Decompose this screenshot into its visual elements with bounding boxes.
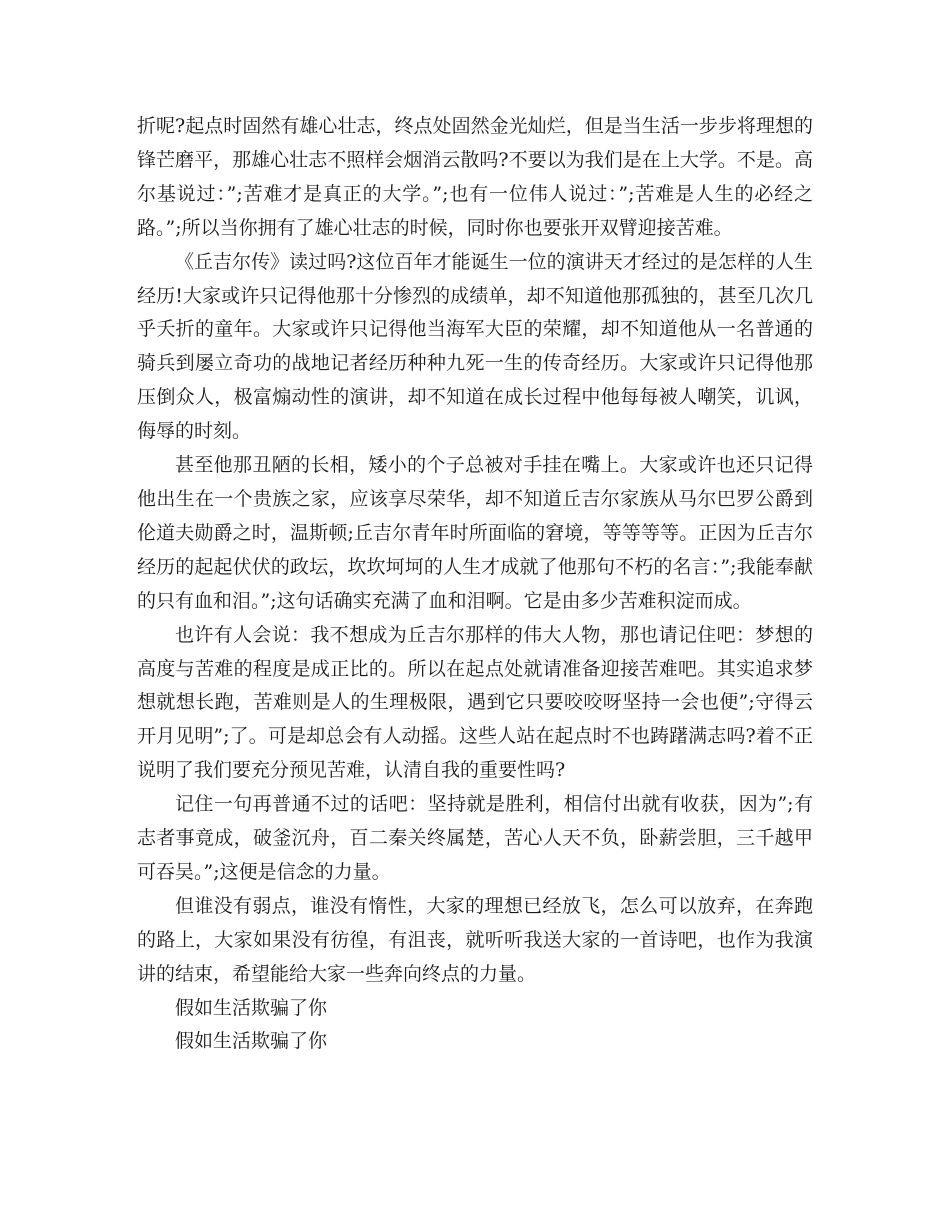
poem-line-2: 假如生活欺骗了你 xyxy=(175,1030,328,1053)
paragraph-3: 甚至他那丑陋的长相，矮小的个子总被对手挂在嘴上。大家或许也还只记得他出生在一个贵族之家，应该享尽荣华，却不知道丘吉尔家族从马尔巴罗公爵到伦道夫勋爵之时，温斯顿;丘吉尔青年时所面临的窘境，等等等等。正因为丘吉尔经历的起起伏伏的政坛，坎坎坷坷的人生才成就了他那句不朽的名言：”;我能奉献的只有血和泪。”;这句话确实充满了血和泪啊。它是由多少苦难积淀而成。 xyxy=(137,454,813,612)
paragraph-1: 折呢?起点时固然有雄心壮志，终点处固然金光灿烂，但是当生活一步步将理想的锋芒磨平，那雄心壮志不照样会烟消云散吗?不要以为我们是在上大学。不是。高尔基说过：”;苦难才是真正的大学。”;也有一位伟人说过：”;苦难是人生的必经之路。”;所以当你拥有了雄心壮志的时候，同时你也要张开双臂迎接苦难。 xyxy=(137,115,813,239)
paragraph-6: 但谁没有弱点，谁没有惰性，大家的理想已经放飞，怎么可以放弃，在奔跑的路上，大家如果没有彷徨，有沮丧，就听听我送大家的一首诗吧，也作为我演讲的结束，希望能给大家一些奔向终点的力量。 xyxy=(137,894,813,985)
paragraph-5: 记住一句再普通不过的话吧：坚持就是胜利，相信付出就有收获，因为”;有志者事竟成，破釜沉舟，百二秦关终属楚，苦心人天不负，卧薪尝胆，三千越甲可吞吴。”;这便是信念的力量。 xyxy=(137,793,813,883)
paragraph-2: 《丘吉尔传》读过吗?这位百年才能诞生一位的演讲天才经过的是怎样的人生经历!大家或许只记得他那十分惨烈的成绩单，却不知道他那孤独的，甚至几次几乎夭折的童年。大家或许只记得他当海军大臣的荣耀，却不知道他从一名普通的骑兵到屡立奇功的战地记者经历种种九死一生的传奇经历。大家或许只记得他那压倒众人，极富煽动性的演讲，却不知道在成长过程中他每每被人嘲笑，讥讽，侮辱的时刻。 xyxy=(137,250,813,443)
poem-line-1: 假如生活欺骗了你 xyxy=(175,996,328,1019)
document-body xyxy=(137,110,813,1059)
paragraph-4: 也许有人会说：我不想成为丘吉尔那样的伟大人物，那也请记住吧：梦想的高度与苦难的程度是成正比的。所以在起点处就请准备迎接苦难吧。其实追求梦想就想长跑，苦难则是人的生理极限，遇到它只要咬咬呀坚持一会也便”;守得云开月见明”;了。可是却总会有人动摇。这些人站在起点时不也踌躇满志吗?着不正说明了我们要充分预见苦难，认清自我的重要性吗? xyxy=(137,623,813,782)
